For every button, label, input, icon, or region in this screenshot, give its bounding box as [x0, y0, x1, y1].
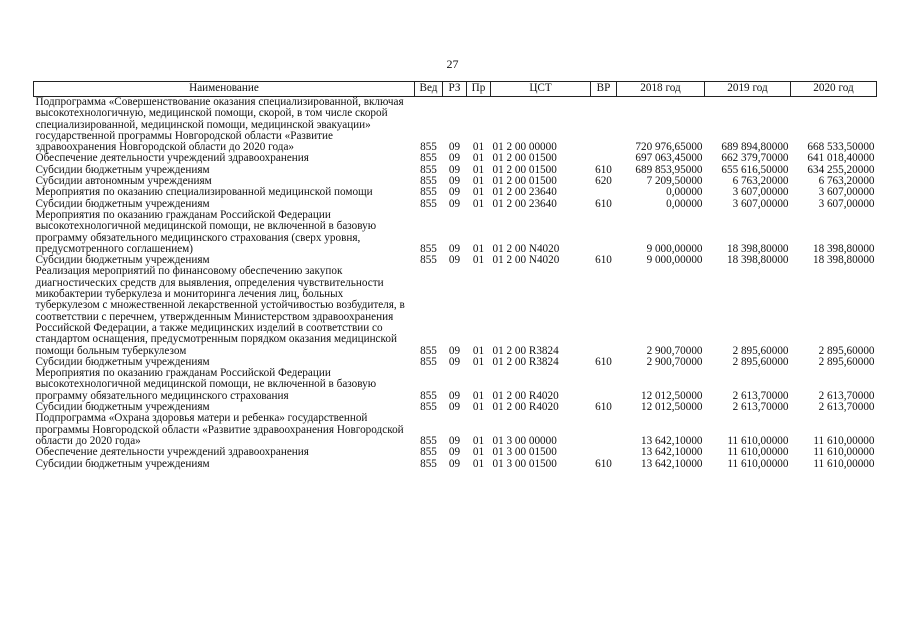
row-ved: 855 [420, 141, 437, 154]
row-name: Мероприятия по оказанию гражданам Российской Федерации высокотехнологичной медицинской помощи, не включенной в базовую программу обязательного медицинского страхования (сверх уровня, предусмотренного соглашением) [35, 208, 377, 255]
page-number: 27 [446, 57, 459, 71]
row-pr: 01 [472, 457, 485, 470]
table-row [34, 210, 877, 255]
row-name: Субсидии бюджетным учреждениям [35, 355, 210, 368]
row-value-2018: 2 900,70000 [646, 344, 703, 357]
row-ved: 855 [420, 355, 437, 368]
row-value-2020: 6 763,20000 [818, 175, 875, 188]
row-pr: 01 [472, 186, 485, 199]
row-cst: 01 2 00 R3824 [492, 355, 559, 368]
row-cst: 01 2 00 R3824 [492, 344, 559, 357]
col-header-2020: 2020 год [791, 82, 877, 97]
row-value-2020: 11 610,00000 [813, 446, 875, 459]
row-rz: 09 [448, 152, 461, 165]
row-value-2018: 720 976,65000 [635, 141, 703, 154]
row-value-2018: 13 642,10000 [640, 446, 703, 459]
row-cst: 01 3 00 01500 [492, 457, 557, 470]
row-value-2018: 2 900,70000 [646, 355, 703, 368]
row-ved: 855 [420, 344, 437, 357]
row-value-2020: 11 610,00000 [813, 457, 875, 470]
row-value-2020: 668 533,50000 [807, 141, 875, 154]
row-vr [591, 413, 617, 447]
row-pr: 01 [472, 434, 485, 447]
col-header-2019: 2019 год [705, 82, 791, 97]
row-value-2020: 3 607,00000 [818, 197, 875, 210]
row-cst: 01 2 00 01500 [492, 175, 557, 188]
row-value-2019: 2 613,70000 [732, 389, 789, 402]
row-vr [591, 210, 617, 255]
row-name: Реализация мероприятий по финансовому обеспечению закупок диагностических средств для выявления, определения чувствительности микобактерии туберкулеза и мониторинга лечения лиц, больных туберкулезом с множественной лекарственной устойчивостью возбудителя, в соответствии с перечнем, утвержденным Министерством здравоохранения Российской Федерации, а также медицинских изделий в соответствии со стандартом оснащения, предусмотренным порядком оказания медицинской помощи больным туберкулезом [35, 265, 405, 357]
row-pr: 01 [472, 446, 485, 459]
row-rz: 09 [448, 141, 461, 154]
row-value-2018: 12 012,50000 [640, 401, 703, 414]
row-vr: 610 [595, 355, 612, 368]
row-value-2020: 2 613,70000 [818, 401, 875, 414]
budget-table [33, 81, 877, 470]
row-value-2019: 655 616,50000 [721, 163, 789, 176]
row-value-2020: 2 613,70000 [818, 389, 875, 402]
row-pr: 01 [472, 163, 485, 176]
col-header-cst: ЦСТ [491, 82, 591, 97]
table-header-row [34, 82, 877, 97]
row-ved: 855 [420, 457, 437, 470]
table-row [34, 413, 877, 447]
row-value-2018: 0,00000 [666, 186, 703, 199]
col-header-2018: 2018 год [617, 82, 705, 97]
row-cst: 01 2 00 N4020 [492, 242, 560, 255]
row-value-2019: 6 763,20000 [732, 175, 789, 188]
row-pr: 01 [472, 389, 485, 402]
table-row [34, 447, 877, 458]
row-pr: 01 [472, 197, 485, 210]
col-header-rz: РЗ [443, 82, 467, 97]
row-rz: 09 [448, 197, 461, 210]
row-cst: 01 2 00 23640 [492, 186, 557, 199]
row-value-2020: 11 610,00000 [813, 434, 875, 447]
row-value-2018: 9 000,00000 [646, 254, 703, 267]
row-value-2018: 7 209,50000 [646, 175, 703, 188]
row-value-2018: 13 642,10000 [640, 434, 703, 447]
col-header-pr: Пр [467, 82, 491, 97]
col-header-ved: Вед [415, 82, 443, 97]
row-name: Мероприятия по оказанию специализированной медицинской помощи [35, 186, 373, 199]
row-value-2019: 662 379,70000 [721, 152, 789, 165]
row-cst: 01 3 00 00000 [492, 434, 557, 447]
row-value-2020: 641 018,40000 [807, 152, 875, 165]
table-row [34, 187, 877, 198]
row-vr [591, 447, 617, 458]
row-vr: 610 [595, 197, 612, 210]
row-ved: 855 [420, 446, 437, 459]
row-vr [591, 368, 617, 402]
row-name: Обеспечение деятельности учреждений здравоохранения [35, 152, 309, 165]
row-rz: 09 [448, 175, 461, 188]
row-value-2020: 2 895,60000 [818, 344, 875, 357]
row-pr: 01 [472, 141, 485, 154]
row-ved: 855 [420, 434, 437, 447]
row-name: Субсидии бюджетным учреждениям [35, 457, 210, 470]
row-rz: 09 [448, 401, 461, 414]
row-rz: 09 [448, 446, 461, 459]
row-ved: 855 [420, 197, 437, 210]
row-value-2020: 18 398,80000 [812, 242, 875, 255]
row-value-2019: 11 610,00000 [727, 457, 789, 470]
row-value-2018: 689 853,95000 [635, 163, 703, 176]
row-ved: 855 [420, 175, 437, 188]
row-value-2018: 12 012,50000 [640, 389, 703, 402]
row-name: Мероприятия по оказанию гражданам Российской Федерации высокотехнологичной медицинской помощи, не включенной в базовую программу обязательного медицинского страхования [35, 367, 377, 402]
row-ved: 855 [420, 254, 437, 267]
row-cst: 01 2 00 R4020 [492, 401, 559, 414]
row-name: Обеспечение деятельности учреждений здравоохранения [35, 446, 309, 459]
table-row [34, 368, 877, 402]
row-rz: 09 [448, 344, 461, 357]
row-value-2019: 11 610,00000 [727, 446, 789, 459]
row-cst: 01 2 00 00000 [492, 141, 557, 154]
row-rz: 09 [448, 434, 461, 447]
row-vr: 610 [595, 457, 612, 470]
row-value-2020: 18 398,80000 [812, 254, 875, 267]
row-ved: 855 [420, 152, 437, 165]
row-value-2020: 3 607,00000 [818, 186, 875, 199]
row-cst: 01 2 00 R4020 [492, 389, 559, 402]
col-header-vr: ВР [591, 82, 617, 97]
table-row [34, 459, 877, 470]
row-name: Субсидии бюджетным учреждениям [35, 254, 210, 267]
row-pr: 01 [472, 254, 485, 267]
row-pr: 01 [472, 401, 485, 414]
row-rz: 09 [448, 186, 461, 199]
row-rz: 09 [448, 355, 461, 368]
row-pr: 01 [472, 344, 485, 357]
row-value-2018: 0,00000 [666, 197, 703, 210]
row-vr [591, 266, 617, 356]
row-value-2019: 18 398,80000 [726, 242, 789, 255]
row-pr: 01 [472, 242, 485, 255]
row-value-2019: 2 895,60000 [732, 355, 789, 368]
row-value-2019: 11 610,00000 [727, 434, 789, 447]
row-pr: 01 [472, 175, 485, 188]
row-value-2019: 689 894,80000 [721, 141, 789, 154]
row-value-2019: 3 607,00000 [732, 186, 789, 199]
row-name: Субсидии автономным учреждениям [35, 175, 212, 188]
row-name: Подпрограмма «Совершенствование оказания специализированной, включая высокотехнологичную, медицинской помощи, скорой, в том числе скорой специализированной, медицинской помощи, медицинской эвакуации» государственной программы Новгородской области «Развитие здравоохранения Новгородской области до 2020 года» [35, 96, 404, 154]
row-vr [591, 187, 617, 198]
row-cst: 01 2 00 23640 [492, 197, 557, 210]
row-name: Подпрограмма «Охрана здоровья матери и ребенка» государственной программы Новгородской области «Развитие здравоохранения Новгородской области до 2020 года» [35, 412, 404, 447]
row-value-2020: 2 895,60000 [818, 355, 875, 368]
row-value-2019: 2 895,60000 [732, 344, 789, 357]
row-vr: 610 [595, 401, 612, 414]
table-row [34, 266, 877, 356]
row-cst: 01 3 00 01500 [492, 446, 557, 459]
col-header-name: Наименование [34, 82, 415, 97]
row-rz: 09 [448, 163, 461, 176]
row-cst: 01 2 00 01500 [492, 163, 557, 176]
row-ved: 855 [420, 389, 437, 402]
row-name: Субсидии бюджетным учреждениям [35, 197, 210, 210]
row-vr: 610 [595, 163, 612, 176]
row-name: Субсидии бюджетным учреждениям [35, 163, 210, 176]
row-ved: 855 [420, 186, 437, 199]
row-rz: 09 [448, 242, 461, 255]
row-value-2019: 18 398,80000 [726, 254, 789, 267]
row-vr: 620 [595, 175, 612, 188]
row-rz: 09 [448, 254, 461, 267]
row-cst: 01 2 00 N4020 [492, 254, 560, 267]
row-pr: 01 [472, 355, 485, 368]
row-value-2020: 634 255,20000 [807, 163, 875, 176]
row-value-2018: 9 000,00000 [646, 242, 703, 255]
row-rz: 09 [448, 389, 461, 402]
row-value-2019: 2 613,70000 [732, 401, 789, 414]
row-cst: 01 2 00 01500 [492, 152, 557, 165]
row-value-2019: 3 607,00000 [732, 197, 789, 210]
row-value-2018: 697 063,45000 [635, 152, 703, 165]
table-row [34, 97, 877, 154]
row-rz: 09 [448, 457, 461, 470]
row-ved: 855 [420, 401, 437, 414]
row-name: Субсидии бюджетным учреждениям [35, 401, 210, 414]
row-value-2018: 13 642,10000 [640, 457, 703, 470]
row-vr [591, 97, 617, 154]
row-vr: 610 [595, 254, 612, 267]
row-ved: 855 [420, 163, 437, 176]
row-ved: 855 [420, 242, 437, 255]
row-pr: 01 [472, 152, 485, 165]
